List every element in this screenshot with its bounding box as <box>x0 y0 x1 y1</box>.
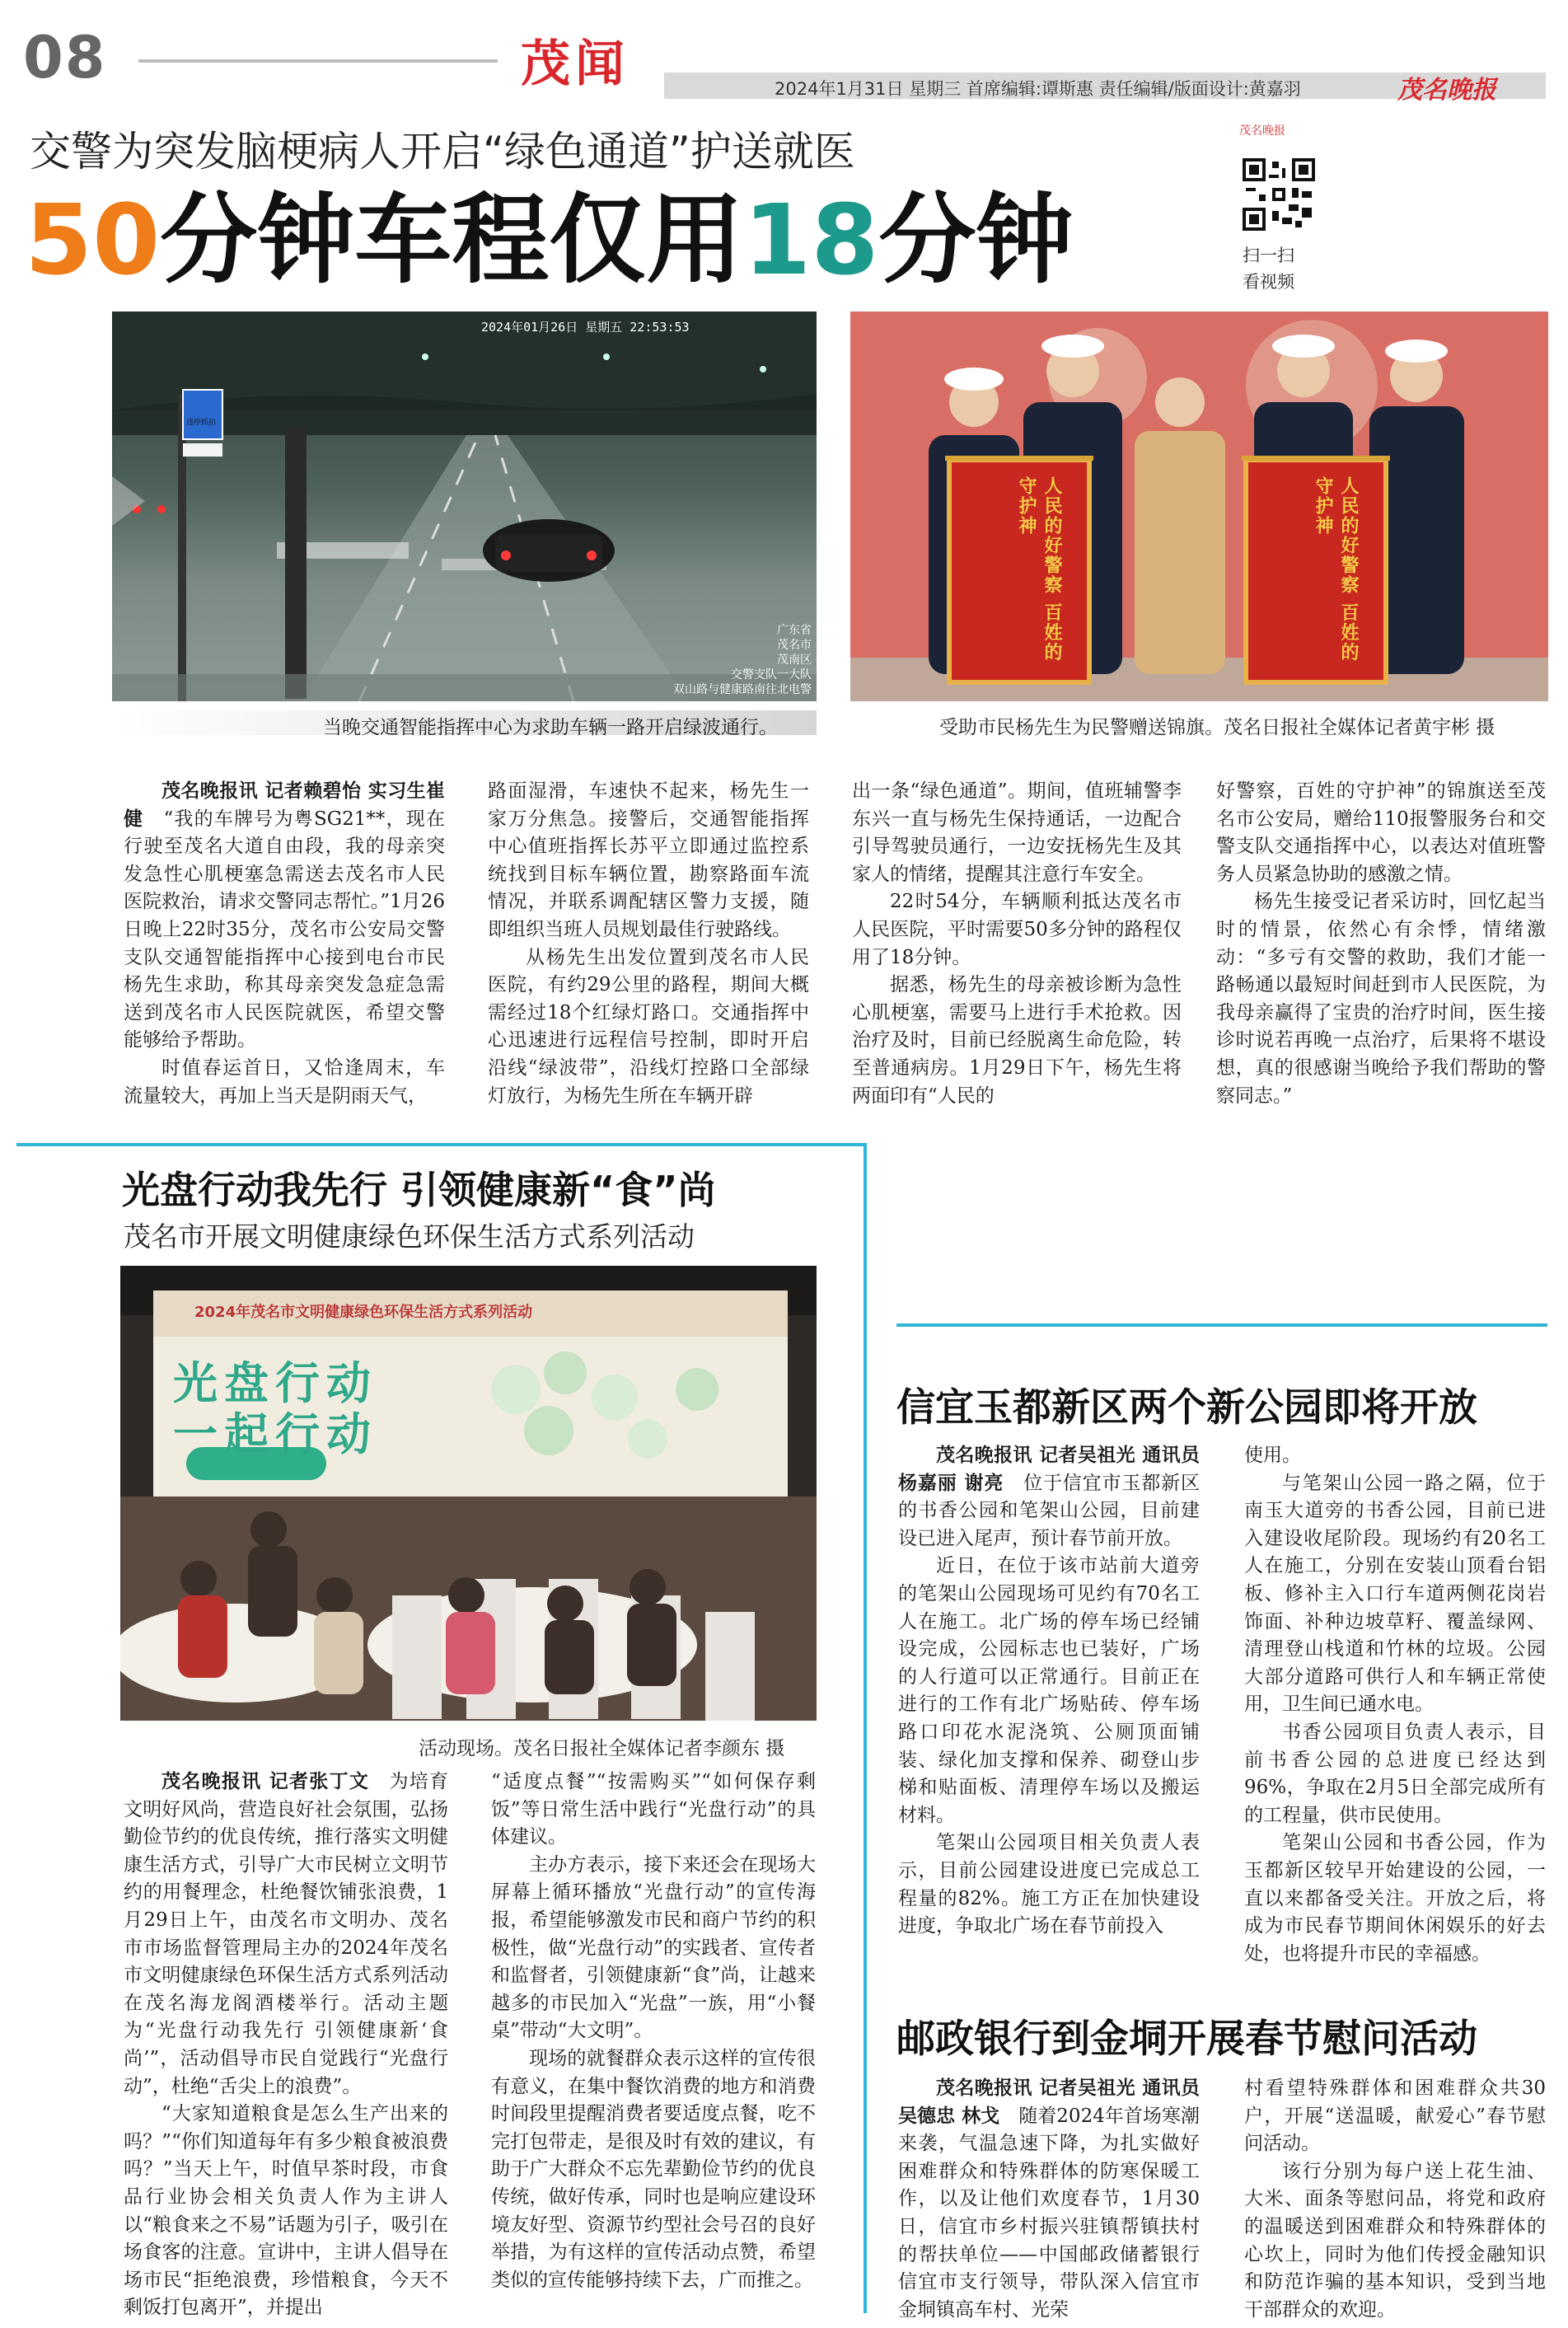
photo1-caption: 当晚交通智能指挥中心为求助车辆一路开启绿波通行。 <box>323 717 778 738</box>
story1-col1-p2: 时值春运首日，又恰逢周末，车流量较大，再加上当天是阴雨天气， <box>124 1056 445 1107</box>
qr-brand: 茂名晚报 <box>1239 124 1285 138</box>
camera-overlay-4: 交警支队一大队 <box>731 668 812 682</box>
story3-col2-p2: 与笔架山公园一路之隔，位于南玉大道旁的书香公园，目前已进入建设收尾阶段。现场约有20名工人在施工，分别在安装山顶看台铝板、修补主入口行车道两侧花岗岩饰面、补种边坡草籽、覆盖绿网、清理登山栈道和竹林的垃圾。公园大部分道路可供行人和车辆正常使用，卫生间已通水电。 <box>1244 1472 1546 1716</box>
story1-col-2 <box>488 778 809 1110</box>
camera-overlay-5: 双山路与健康路南往北电警 <box>673 683 812 696</box>
banner-right-text: 人民的好警察 百姓的守护神 <box>1313 476 1359 663</box>
story1-col-4 <box>1216 778 1546 1110</box>
story3-headline: 信宜玉都新区两个新公园即将开放 <box>896 1385 1477 1431</box>
story2-col-1 <box>124 1768 448 2322</box>
photo-police-banners <box>850 311 1548 701</box>
story3-col1-p3: 笔架山公园项目相关负责人表示，目前公园建设进度已完成总工程量的82%。施工方正在加快建设进度，争取北广场在春节前投入 <box>898 1832 1200 1937</box>
headline-number-18: 18 <box>743 183 879 297</box>
story2-col-2 <box>491 1768 816 2294</box>
story2-col1-p2: “大家知道粮食是怎么生产出来的吗？”“你们知道每年有多少粮食被浪费吗？”当天上午，时值早茶时段，市食品行业协会相关负责人作为主讲人以“粮食来之不易”话题为引子，吸引在场食客的注意。宣讲中，主讲人倡导在场市民“拒绝浪费，珍惜粮食，今天不剩饭打包离开”，并提出 <box>124 2103 448 2319</box>
story1-col4-p2: 杨先生接受记者采访时，回忆起当时的情景，依然心有余悸，情绪激动：“多亏有交警的救助，我们才能一路畅通以最短时间赶到市人民医院，为我母亲赢得了宝贵的治疗时间，医生接诊时说若再晚一点治疗，后果将不堪设想，真的很感谢当晚给予我们帮助的警察同志。” <box>1216 891 1546 1107</box>
story3-col1-p1: 位于信宜市玉都新区的书香公园和笔架山公园，目前建设已进入尾声，预计春节前开放。 <box>898 1472 1201 1549</box>
story3-col-1 <box>898 1442 1200 1941</box>
screen-slogan-2: 一起行动 <box>173 1408 377 1460</box>
camera-overlay-3: 茂南区 <box>777 653 812 667</box>
story1-col2-p1: 路面湿滑，车速快不起来，杨先生一家万分焦急。接警后，交通智能指挥中心值班指挥长苏平立即通过监控系统找到目标车辆位置，勘察路面车流情况，并联系调配辖区警力支援，随即组织当班人员规划最佳行驶路线。 <box>488 780 809 940</box>
story1-col3-p1: 出一条“绿色通道”。期间，值班辅警李东兴一直与杨先生保持通话，一边配合引导驾驶员通行，一边安抚杨先生及其家人的情绪，提醒其注意行车安全。 <box>852 780 1182 885</box>
story1-byline: 茂名晚报讯 记者赖碧怡 实习生崔健 <box>124 780 445 830</box>
story1-col1-p1: “我的车牌号为粤SG21**，现在行驶至茂名大道自由段，我的母亲突发急性心肌梗塞急需送去茂名市人民医院救治，请求交警同志帮忙。”1月26日晚上22时35分，茂名市公安局交警支队交通智能指挥中心接到电台市民杨先生求助，称其母亲突发急症急需送到茂名市人民医院就医，希望交警能够给予帮助。 <box>124 808 445 1052</box>
qr-caption-2: 看视频 <box>1243 272 1294 292</box>
story4-col2-p1: 村看望特殊群体和困难群众共30户，开展“送温暖，献爱心”春节慰问活动。 <box>1244 2077 1546 2155</box>
story3-col-2 <box>1244 1442 1546 1968</box>
section-title-box <box>521 31 636 101</box>
story2-byline: 茂名晚报讯 记者张丁文 <box>161 1771 370 1792</box>
screen-banner-text: 2024年茂名市文明健康绿色环保生活方式系列活动 <box>194 1304 533 1321</box>
story4-headline: 邮政银行到金垌开展春节慰问活动 <box>896 2017 1477 2062</box>
story4-col1-p1: 随着2024年首场寒潮来袭，气温急速下降，为扎实做好困难群众和特殊群体的防寒保暖工作，以及让他们欢度春节，1月30日，信宜市乡村振兴驻镇帮镇扶村的帮扶单位——中国邮政储蓄银行信宜市支行领导，带队深入信宜市金垌镇高车村、光荣 <box>898 2105 1200 2321</box>
story4-byline: 茂名晚报讯 记者吴祖光 通讯员吴德忠 林戈 <box>898 2077 1200 2127</box>
story1-col3-p3: 据悉，杨先生的母亲被诊断为急性心肌梗塞，需要马上进行手术抢救。因治疗及时，目前已经脱离生命危险，转至普通病房。1月29日下午，杨先生将两面印有“人民的 <box>852 974 1182 1107</box>
masthead-rule-left <box>138 59 498 63</box>
story3-col2-p3: 书香公园项目负责人表示，目前书香公园的总进度已经达到96%，争取在2月5日全部完成所有的工程量，供市民使用。 <box>1244 1721 1546 1826</box>
story1-kicker: 交警为突发脑梗病人开启“绿色通道”护送就医 <box>30 128 855 176</box>
story2-col2-p1: “适度点餐”“按需购买”“如何保存剩饭”等日常生活中践行“光盘行动”的具体建议。 <box>491 1771 816 1848</box>
camera-overlay-1: 广东省 <box>777 624 812 637</box>
photo-banquet <box>120 1266 817 1721</box>
story3-col2-p1: 使用。 <box>1244 1445 1301 1466</box>
screen-slogan-1: 光盘行动 <box>173 1357 377 1409</box>
banner-left-text: 人民的好警察 百姓的守护神 <box>1016 476 1062 663</box>
story2-col1-p1: 为培育文明好风尚，营造良好社会氛围，弘扬勤俭节约的优良传统，推行落实文明健康生活方式，引导广大市民树立文明节约的用餐理念，杜绝餐饮铺张浪费，1月29日上午，由茂名市文明办、茂名市市场监督管理局主办的2024年茂名市文明健康绿色环保生活方式系列活动在茂名海龙阁酒楼举行。活动主题为“光盘行动我先行 引领健康新‘食尚’”，活动倡导市民自觉践行“光盘行动”，杜绝“舌尖上的浪费”。 <box>124 1771 449 2097</box>
camera-overlay-2: 茂名市 <box>777 639 812 652</box>
camera-timestamp: 2024年01月26日 星期五 22:53:53 <box>481 320 690 335</box>
photo-traffic-night <box>112 311 817 701</box>
story2-col2-p3: 现场的就餐群众表示这样的宣传很有意义，在集中餐饮消费的地方和消费时间段里提醒消费者要适度点餐，吃不完打包带走，是很及时有效的建议，有助于广大群众不忘先辈勤俭节约的优良传统，做好传承，同时也是响应建设环境友好型、资源节约型社会号召的良好举措，为有这样的宣传活动点赞，希望类似的宣传能够持续下去，广而推之。 <box>491 2047 816 2291</box>
story1-col-1 <box>124 778 445 1110</box>
police-scene-illustration <box>850 311 1548 701</box>
story1-col2-p2: 从杨先生出发位置到茂名市人民医院，有约29公里的路程，期间大概需经过18个红绿灯路口。交通指挥中心迅速进行远程信号控制，即时开启沿线“绿波带”，沿线灯控路口全部绿灯放行，为杨先生所在车辆开辟 <box>488 946 809 1107</box>
camera-sign: 违停抓拍 <box>186 419 217 427</box>
headline-text-a: 分钟车程仅用 <box>160 183 744 297</box>
traffic-scene-illustration <box>112 311 817 701</box>
story2-frame-right <box>864 1143 867 2313</box>
photo3-caption: 活动现场。茂名日报社全媒体记者李颜东 摄 <box>419 1738 785 1759</box>
qr-block <box>1236 115 1351 305</box>
qr-code-icon[interactable] <box>1239 155 1318 234</box>
date-line: 2024年1月31日 星期三 首席编辑:谭斯惠 责任编辑/版面设计:黄嘉羽 <box>775 79 1301 99</box>
story3-col1-p2: 近日，在位于该市站前大道旁的笔架山公园现场可见约有70名工人在施工。北广场的停车场已经铺设完成，公园标志也已装好，广场的人行道可以正常通行。目前正在进行的工作有北广场贴砖、停车场路口印花水泥浇筑、公厕顶面铺装、绿化加支撑和保养、砌登山步梯和贴面板、清理停车场以及搬运材料。 <box>898 1555 1200 1826</box>
story1-headline <box>25 183 1074 297</box>
page-number: 08 <box>23 24 107 91</box>
photo2-caption: 受助市民杨先生为民警赠送锦旗。茂名日报社全媒体记者黄宇彬 摄 <box>939 717 1495 738</box>
paper-logo: 茂名晚报 <box>1397 76 1496 105</box>
headline-text-b: 分钟 <box>878 183 1074 297</box>
story3-divider <box>896 1323 1547 1327</box>
story2-col2-p2: 主办方表示，接下来还会在现场大屏幕上循环播放“光盘行动”的宣传海报，希望能够激发市民和商户节约的积极性，做“光盘行动”的实践者、宣传者和监督者，引领健康新“食”尚，让越来越多的市民加入“光盘”一族，用“小餐桌”带动“大文明”。 <box>491 1853 816 2042</box>
banquet-scene-illustration <box>120 1266 817 1721</box>
qr-caption-1: 扫一扫 <box>1243 246 1294 265</box>
story1-col3-p2: 22时54分，车辆顺利抵达茂名市人民医院，平时需要50多分钟的路程仅用了18分钟。 <box>852 891 1182 968</box>
masthead <box>0 0 1568 115</box>
story2-headline: 光盘行动我先行 引领健康新“食”尚 <box>122 1168 716 1212</box>
story3-col2-p4: 笔架山公园和书香公园，作为玉都新区较早开始建设的公园，一直以来都备受关注。开放之后，将成为市民春节期间休闲娱乐的好去处，也将提升市民的幸福感。 <box>1244 1832 1546 1965</box>
story2-subheadline: 茂名市开展文明健康绿色环保生活方式系列活动 <box>124 1220 695 1253</box>
story3-byline: 茂名晚报讯 记者吴祖光 通讯员杨嘉丽 谢亮 <box>898 1445 1200 1494</box>
story4-col-1 <box>898 2075 1200 2324</box>
story4-col2-p2: 该行分别为每户送上花生油、大米、面条等慰问品，将党和政府的温暖送到困难群众和特殊群体的心坎上，同时为他们传授金融知识和防范诈骗的基本知识，受到当地干部群众的欢迎。 <box>1244 2160 1546 2321</box>
story1-col4-p1: 好警察，百姓的守护神”的锦旗送至茂名市公安局，赠给110报警服务台和交警支队交通指挥中心，以表达对值班警务人员紧急协助的感激之情。 <box>1216 780 1546 885</box>
headline-number-50: 50 <box>25 183 161 297</box>
story4-col-2 <box>1244 2075 1546 2324</box>
section-title: 茂闻 <box>521 35 630 93</box>
story2-frame-top <box>16 1143 867 1146</box>
story1-col-3 <box>852 778 1182 1110</box>
